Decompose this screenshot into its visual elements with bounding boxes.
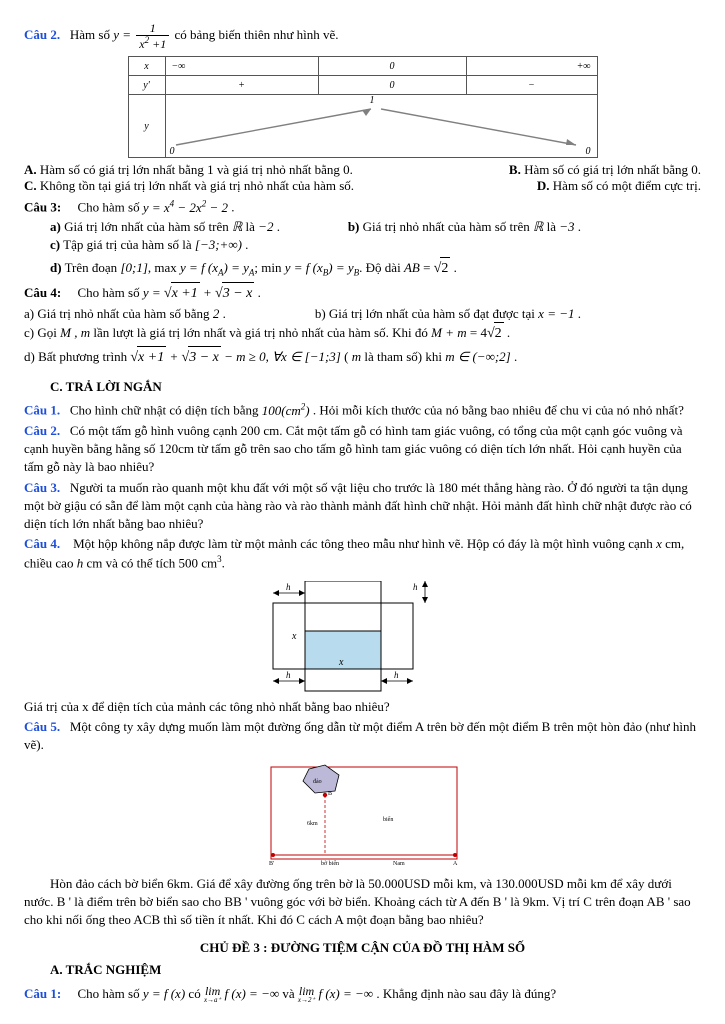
section-a-heading: A. TRẮC NGHIỆM	[50, 962, 162, 978]
cell-x-label: x	[128, 57, 165, 76]
section-c-heading: C. TRẢ LỜI NGẮN	[50, 378, 162, 394]
cell-yprime-label: y'	[128, 76, 165, 95]
cau2-label: Câu 2.	[24, 27, 61, 43]
cau1-last-label: Câu 1:	[24, 985, 62, 1001]
svg-text:biển: biển	[382, 816, 393, 823]
chu-de-heading: CHỦ ĐỀ 3 : ĐƯỜNG TIỆM CẬN CỦA ĐỒ THỊ HÀM SỐ	[199, 940, 526, 956]
short-q3	[24, 479, 701, 534]
cau4-item-b: b) Giá trị lớn nhất của hàm số đạt được tại x = −1 .	[314, 305, 581, 321]
cau4-item-d: d) Bất phương trình √x +1 + √3 − x − m ≥ 0, ∀x ∈ [−1;3] ( m là tham số) khi m ∈ (−∞;2] .	[24, 346, 701, 368]
svg-text:h: h	[285, 581, 290, 592]
short-q2	[24, 422, 701, 477]
svg-text:B: B	[327, 790, 332, 797]
fraction-denominator: $x^2 +1$	[139, 34, 167, 51]
cell-y-graph	[165, 95, 597, 158]
question-cau4: Câu 4: Cho hàm số y = √x +1 + √3 − x .	[24, 282, 701, 304]
island-pipeline-svg	[243, 761, 483, 871]
cau4-label: Câu 4:	[24, 284, 62, 300]
short-q5	[24, 718, 701, 754]
cau2-stem-post: có bảng biến thiên như hình vẽ.	[174, 27, 339, 43]
fig4-caption: Giá trị của x để diện tích của mảnh các tông nhỏ nhất bằng bao nhiêu?	[24, 698, 390, 714]
svg-text:Nam: Nam	[392, 860, 405, 867]
cau2-options-row-1	[24, 162, 701, 178]
cau2-y-eq: y =	[113, 27, 132, 43]
limit-1-sub: x→a⁺	[203, 996, 222, 1005]
peak-value: 1	[369, 95, 375, 107]
cau4-item-c: c) Gọi M , m lần lượt là giá trị lớn nhất và giá trị nhỏ nhất của hàm số. Khi đó M + m = 4√2 .	[24, 322, 701, 344]
cau4-item-a: a) Giá trị nhỏ nhất của hàm số bằng 2 .	[24, 305, 226, 321]
variation-arrows	[166, 95, 597, 157]
short-q4-label: Câu 4.	[24, 536, 61, 552]
box-net-svg	[243, 581, 483, 693]
right-limit-value: 0	[585, 146, 591, 158]
cau2-fraction	[136, 22, 169, 50]
cell-y-label: y	[128, 95, 165, 158]
cau4-stem-pre: Cho hàm số	[77, 284, 140, 300]
option-b[interactable]: B. Hàm số có giá trị lớn nhất bằng 0.	[508, 162, 701, 178]
variation-table-wrapper	[24, 56, 701, 158]
table-row-yprime	[128, 76, 597, 95]
cau3-item-b: b) Giá trị nhỏ nhất của hàm số trên ℝ là −3 .	[347, 219, 581, 235]
svg-text:đảo: đảo	[312, 778, 322, 785]
cell-x-plus-inf: +∞	[466, 57, 597, 76]
question-cau1-last: Câu 1: Cho hàm số y = f (x) có lim x→a⁺ f (x) = −∞ và lim x→2⁺ f (x) = −∞ . Khẳng định nào sau đây là đúng?	[24, 984, 557, 1005]
cau2-stem-pre: Hàm số	[69, 27, 110, 43]
cau3-ab-row	[50, 219, 701, 235]
fraction-numerator: 1	[136, 22, 169, 36]
short-q2-label: Câu 2.	[24, 422, 61, 438]
island-pipeline-figure	[24, 761, 701, 871]
left-limit-value: 0	[169, 146, 175, 158]
cell-x-zero: 0	[318, 57, 466, 76]
cau3-item-c: c) Tập giá trị của hàm số là [−3;+∞) .	[50, 237, 249, 253]
cell-sign-minus: −	[466, 76, 597, 95]
short-q5-label: Câu 5.	[24, 719, 61, 735]
question-cau2	[24, 22, 701, 50]
box-net-figure	[24, 581, 701, 693]
svg-text:h: h	[285, 669, 290, 680]
variation-arrow-svg	[166, 95, 596, 158]
option-c[interactable]: C. Không tồn tại giá trị lớn nhất và giá trị nhỏ nhất của hàm số.	[24, 178, 355, 194]
svg-text:x: x	[291, 630, 296, 642]
cell-sign-plus: +	[165, 76, 318, 95]
limit-2-sub: x→2⁺	[297, 996, 316, 1005]
cau3-item-a: a) Giá trị lớn nhất của hàm số trên ℝ là −2 .	[50, 219, 280, 235]
svg-text:h: h	[393, 669, 398, 680]
svg-text:x: x	[338, 656, 343, 668]
cell-x-minus-inf: −∞	[165, 57, 318, 76]
short-q5-text: Một công ty xây dựng muốn làm một đường ống dẫn từ một điểm A trên bờ đến một điểm B trên một hòn đảo (như hình vẽ).	[24, 719, 697, 753]
short-q3-label: Câu 3.	[24, 479, 61, 495]
option-d[interactable]: D. Hàm số có một điểm cực trị.	[536, 178, 701, 194]
option-a[interactable]: A. Hàm số có giá trị lớn nhất bằng 1 và giá trị nhỏ nhất bằng 0.	[24, 162, 353, 178]
cau5-paragraph: Hòn đảo cách bờ biển 6km. Giá để xây đường ống trên bờ là 50.000USD mỗi km, và 130.000USD mỗi km để xây dưới nước. B ' là điểm trên bờ biển sao cho BB ' vuông góc với bờ biển. Khoảng cách từ A đến B ' là 9km. Vị trí C trên đoạn AB ' sao cho khi nối ống theo ACB thì số tiền ít nhất. Khi đó C cách A một đoạn bằng bao nhiêu?	[24, 875, 691, 928]
svg-text:B': B'	[268, 860, 274, 867]
variation-table	[128, 56, 598, 158]
svg-text:bờ biển: bờ biển	[320, 860, 339, 867]
table-row-y	[128, 95, 597, 158]
cell-sign-zero: 0	[318, 76, 466, 95]
svg-text:A: A	[452, 860, 457, 867]
svg-text:6km: 6km	[306, 820, 318, 827]
table-row-x	[128, 57, 597, 76]
short-q1-label: Câu 1.	[24, 402, 61, 418]
cau4-ab-row	[24, 306, 701, 322]
short-q4: Câu 4. Một hộp không nắp được làm từ một mảnh các tông theo mẫu như hình vẽ. Hộp có đáy là một hình vuông cạnh x cm, chiều cao h cm và có thể tích 500 $cm^3$.	[24, 536, 685, 571]
short-q2-text: Có một tấm gỗ hình vuông cạnh 200 cm. Cắt một tấm gỗ có hình tam giác vuông, có tổng của một cạnh góc vuông và cạnh huyền bằng hằng số 120cm từ tấm gỗ trên sao cho tấm gỗ hình tam giác vuông có diện tích lớn nhất. Hỏi cạnh huyền của tấm gỗ này là bao nhiêu?	[24, 422, 683, 475]
svg-text:h: h	[412, 581, 417, 592]
cau2-options-row-2	[24, 178, 701, 194]
cau3-label: Câu 3:	[24, 199, 62, 215]
short-q3-text: Người ta muốn rào quanh một khu đất với một số vật liệu cho trước là 180 mét thẳng hàng rào. Ở đó người ta tận dụng một bờ giậu có sẵn để làm một cạnh của hàng rào và rào thành mảnh đất hình chữ nhật. Hỏi mảnh đất hình chữ nhật được rào có diện tích lớn nhất bằng bao nhiêu?	[24, 479, 692, 531]
question-cau3: Câu 3: Cho hàm số $y = x^4 - 2x^2 - 2$ .	[24, 198, 235, 215]
cau3-item-d: d) Trên đoạn [0;1], max y = f $(x_A) = y_A$; min y = f $(x_B) = y_B$. Độ dài AB = √2 .	[50, 257, 701, 280]
short-q1: Câu 1. Cho hình chữ nhật có diện tích bằng $100(cm^2)$ . Hỏi mỗi kích thước của nó bằng bao nhiêu để chu vi của nó nhỏ nhất?	[24, 401, 684, 418]
